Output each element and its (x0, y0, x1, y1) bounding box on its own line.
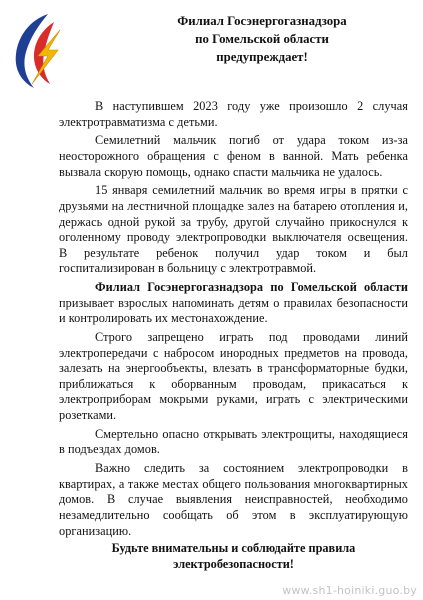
footer-line-1: Будьте внимательны и соблюдайте правила (111, 541, 356, 555)
site-watermark: www.sh1-hoiniki.guo.by (282, 584, 417, 597)
notice-body (59, 99, 408, 542)
notice-footer (59, 541, 408, 572)
header-region: по Гомельской области (195, 32, 329, 46)
header-organization: Филиал Госэнергогазнадзора (177, 14, 347, 28)
footer-line-2: электробезопасности! (173, 556, 294, 571)
header-warns: предупреждает! (216, 50, 308, 64)
paragraph-stairwell: 15 января семилетний мальчик во время игры в прятки с друзьями на лестничной площадке залез на батарею отопления и, держась одной рукой за трубу, другой случайно прикоснулся к оголенному проводу электропроводки выключателя освещения. В результате ребенок получил удар током и был госпитализирован в больницу с электротравмой. (59, 183, 408, 276)
paragraph-wiring: Важно следить за состоянием электропроводки в квартирах, а также местах общего пользования многоквартирных домов. В случае выявления неисправностей, необходимо незамедлительно сообщать об этом в эксплуатирующую организацию. (59, 461, 408, 538)
branch-appeal-text: призывает взрослых напоминать детям о правилах безопасности и контролировать их местонахождение. (59, 295, 408, 326)
paragraph-hairdryer: Семилетний мальчик погиб от удара током из-за неосторожного обращения с феном в ванной. Мать ребенка вызвала скорую помощь, однако спасти мальчика не удалось. (59, 133, 408, 179)
paragraph-switchboards: Смертельно опасно открывать электрощиты, находящиеся в подъездах домов. (59, 426, 408, 457)
paragraph-prohibitions: Строго запрещено играть под проводами линий электропередачи с набросом инородных предметов на провода, залезать на энергообъекты, влезать в трансформаторные будки, приближаться к оборванным проводам, прикасаться к электроприборам мокрыми руками, играть с электрическими розетками. (59, 330, 408, 423)
paragraph-incidents: В наступившем 2023 году уже произошло 2 случая электротравматизма с детьми. (59, 99, 408, 129)
branch-name: Филиал Госэнергогазнадзора по Гомельской области (95, 280, 408, 295)
energy-inspection-logo-icon (8, 8, 66, 92)
notice-header (118, 12, 406, 66)
paragraph-branch-appeal (59, 280, 408, 327)
